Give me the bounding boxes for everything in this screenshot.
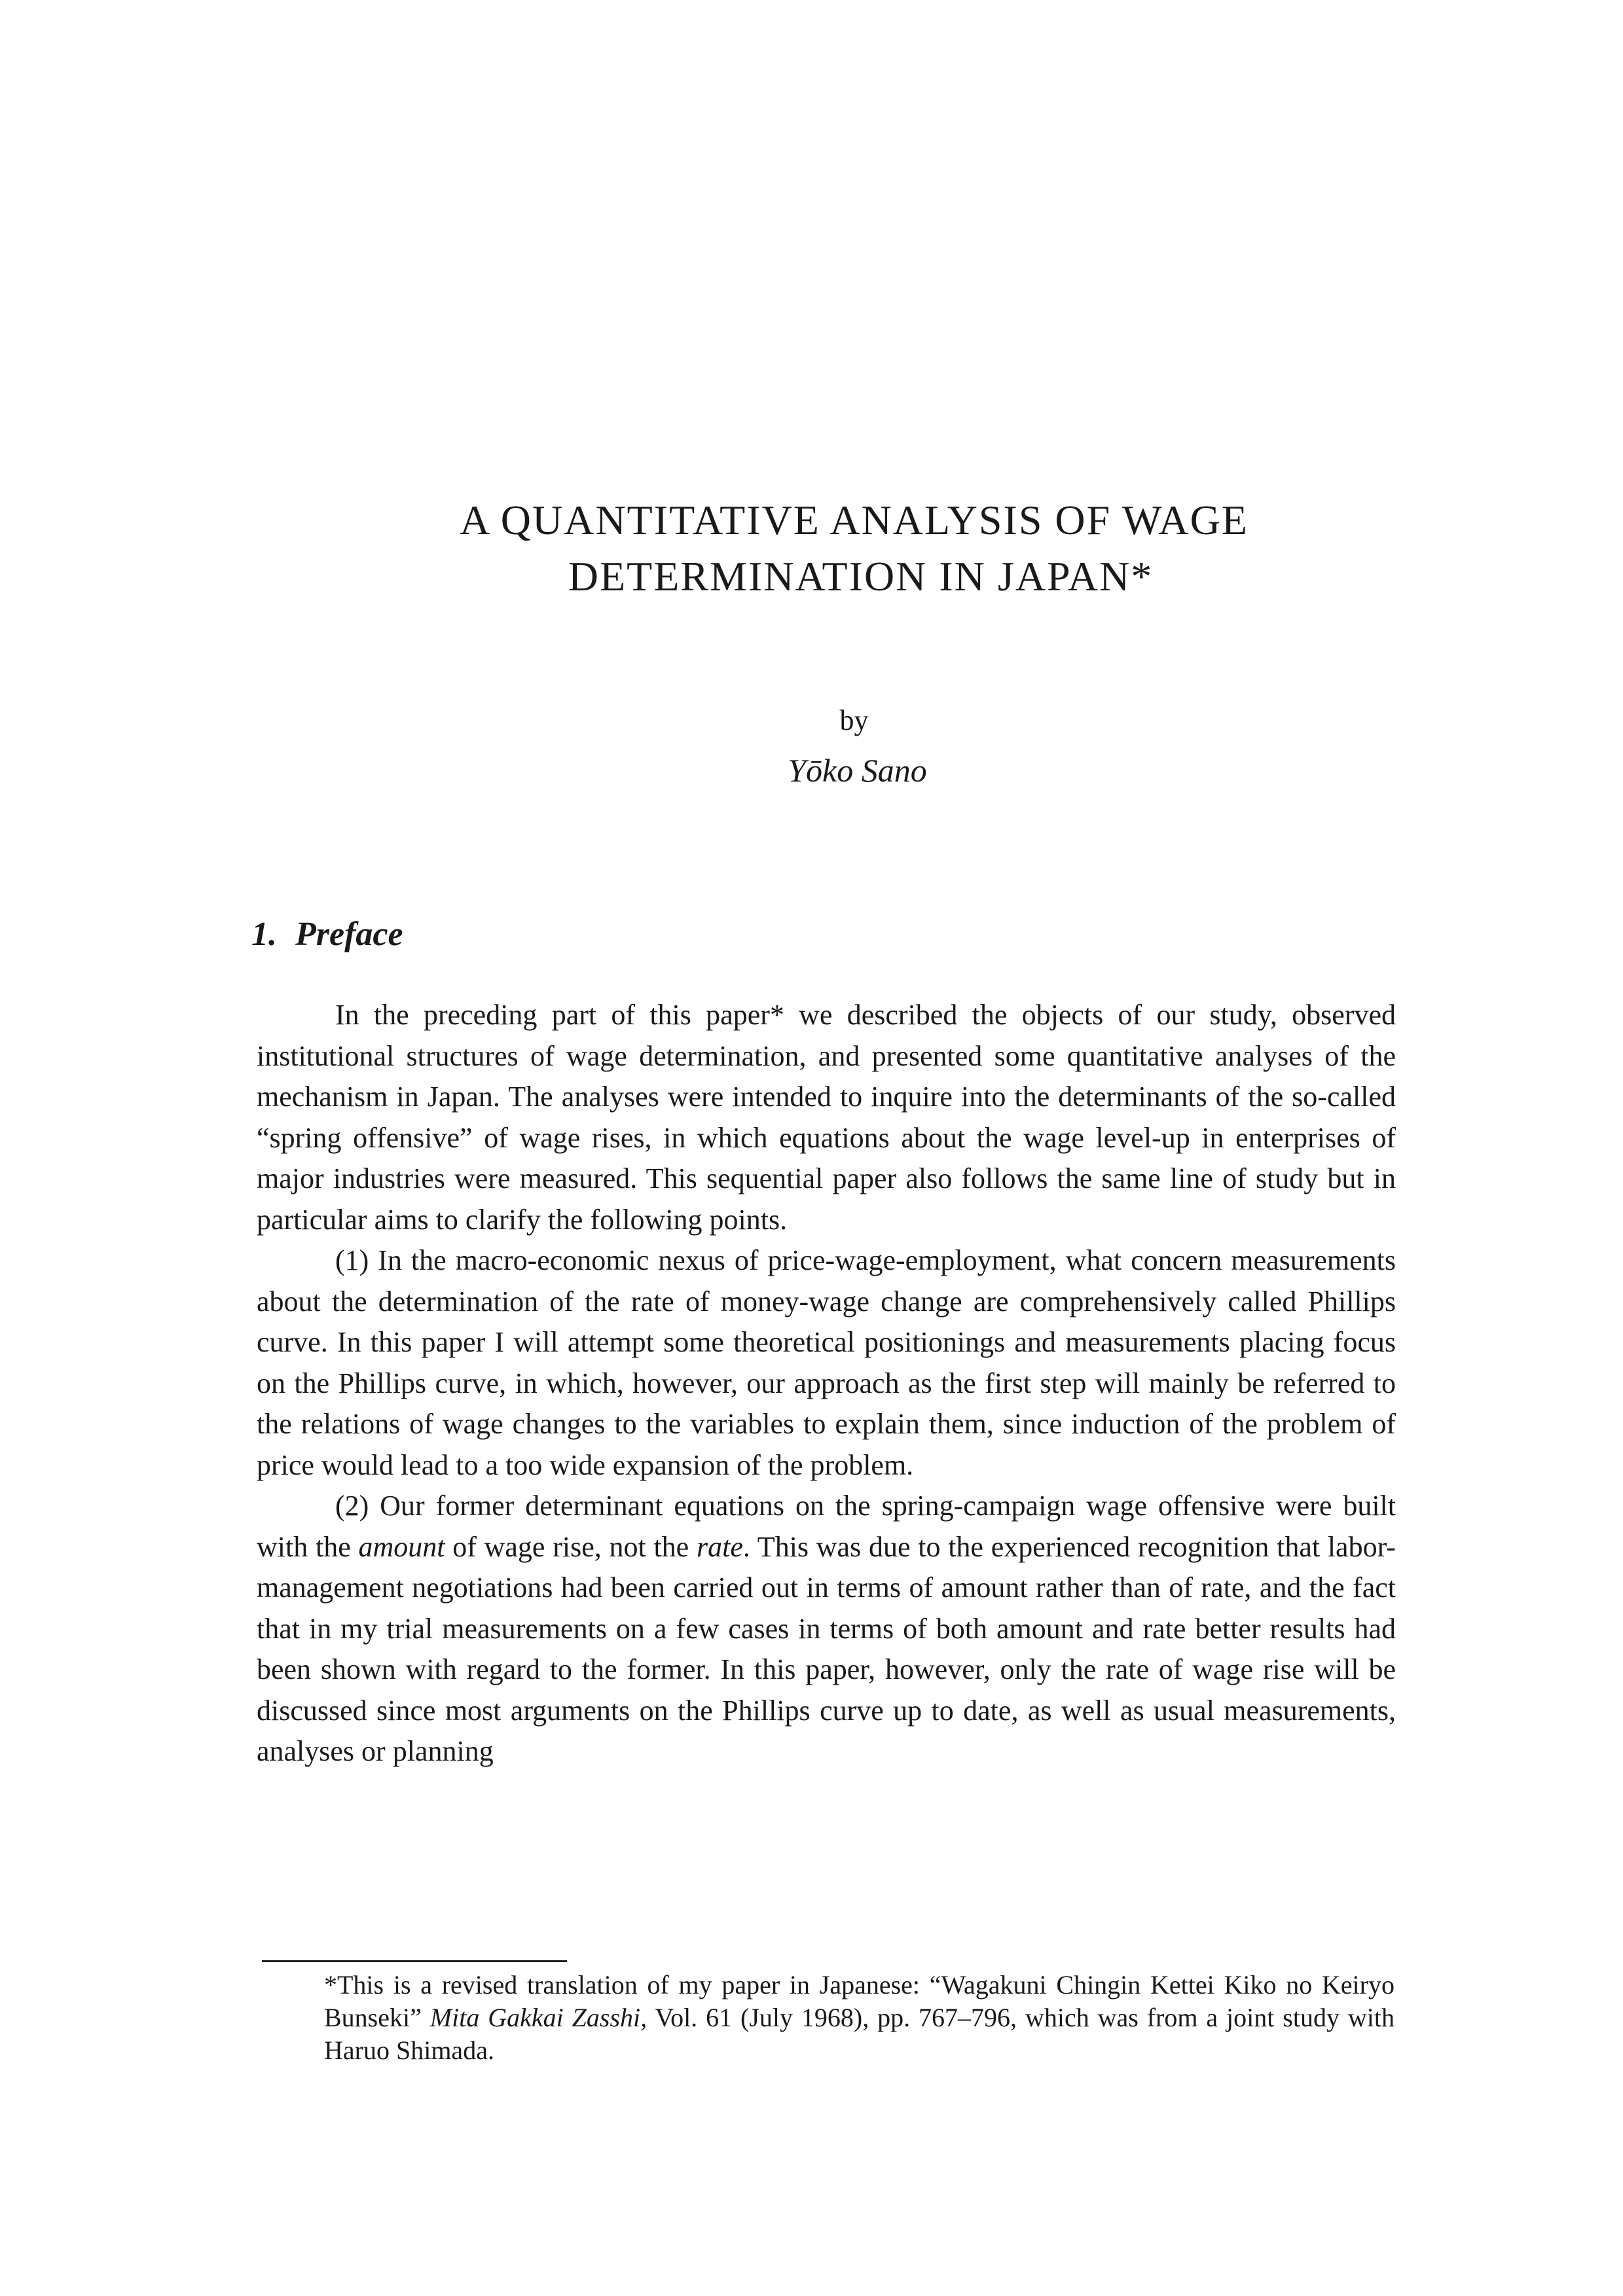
footnote-divider bbox=[262, 1960, 567, 1962]
author-name: Yōko Sano bbox=[788, 752, 927, 789]
section-heading bbox=[251, 915, 403, 954]
paragraph-1: In the preceding part of this paper* we described the objects of our study, observed institutional structures of wage determination, and presented some quantitative analyses of the mechanism in Japan. The analyses were intended to inquire into the determinants of the so-called “spring offensive” of wage rises, in which equations about the wage level-up in enterprises of major industries were measured. This sequential paper also follows the same line of study but in particular aims to clarify the following points. bbox=[257, 999, 1396, 1236]
section-title: Preface bbox=[295, 916, 403, 953]
paper-title bbox=[0, 492, 1623, 605]
byline: by bbox=[839, 704, 869, 736]
footnote-part-1: *This is a revised translation of my paper in Japanese: “Wagakuni Chingin Kettei Kiko no Keiryo Bunseki” bbox=[324, 1970, 1395, 2032]
paragraph-3 bbox=[257, 1486, 1396, 1772]
paragraph-3-part-3: . This was due to the experienced recognition that labor-management negotiations had been carried out in terms of amount rather than of rate, and the fact that in my trial measurements on a few cases in terms of both amount and rate better results had been shown with regard to the former. In this paper, however, only the rate of wage rise will be discussed since most arguments on the Phillips curve up to date, as well as usual measurements, analyses or planning bbox=[257, 1530, 1396, 1767]
section-number: 1. bbox=[251, 916, 277, 953]
paragraph-3-part-1: (2) Our former determinant equations on the spring-campaign wage offensive were built with the bbox=[257, 1490, 1396, 1563]
footnote-journal: Mita Gakkai Zasshi, bbox=[429, 2003, 647, 2032]
emphasis-amount: amount bbox=[358, 1530, 445, 1563]
footnote bbox=[324, 1969, 1395, 2067]
body-text bbox=[257, 995, 1396, 1772]
emphasis-rate: rate bbox=[696, 1530, 743, 1563]
paragraph-3-part-2: of wage rise, not the bbox=[445, 1530, 697, 1563]
footnote-part-2: Vol. 61 (July 1968), pp. 767–796, which was from a joint study with Haruo Shimada. bbox=[324, 2003, 1395, 2065]
title-line-1: A QUANTITATIVE ANALYSIS OF WAGE bbox=[460, 497, 1249, 543]
paragraph-2: (1) In the macro-economic nexus of price-wage-employment, what concern measurements about the determination of the rate of money-wage change are comprehensively called Phillips curve. In this paper I will attempt some theoretical positionings and measurements placing focus on the Phillips curve, in which, however, our approach as the first step will mainly be referred to the relations of wage changes to the variables to explain them, since induction of the problem of price would lead to a too wide expansion of the problem. bbox=[257, 1244, 1396, 1481]
title-line-2: DETERMINATION IN JAPAN* bbox=[568, 553, 1154, 600]
